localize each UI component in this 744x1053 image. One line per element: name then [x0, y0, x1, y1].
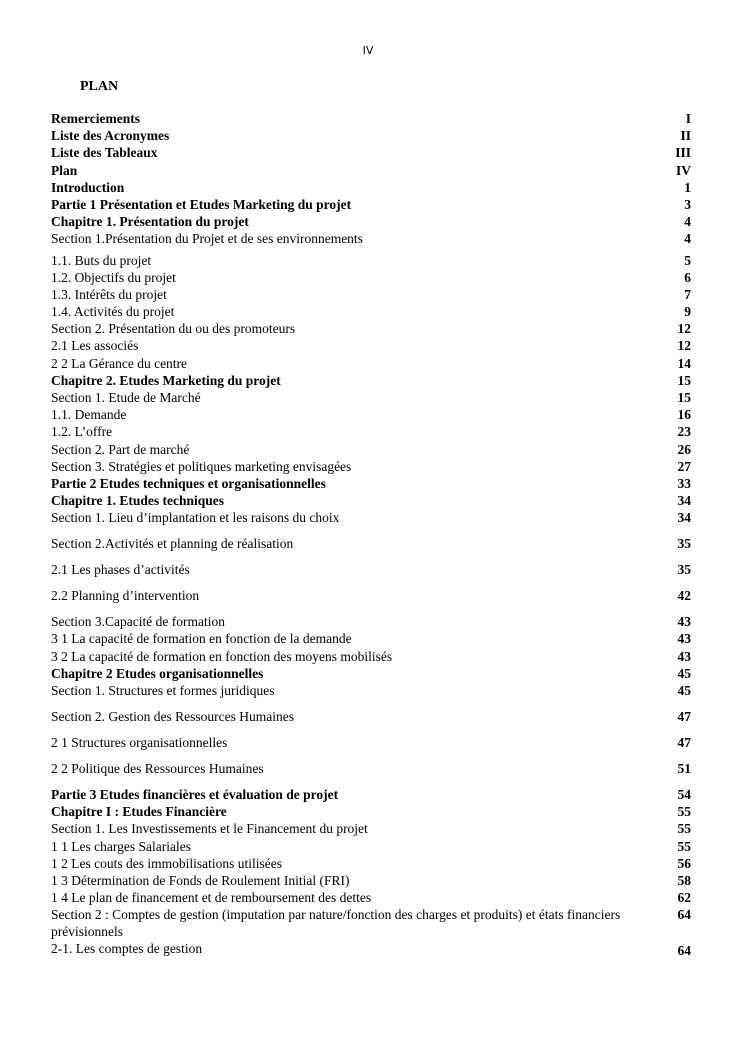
toc-entry-label: Section 1.Présentation du Projet et de ses environnements	[51, 231, 363, 247]
toc-entry-page: II	[680, 128, 691, 144]
toc-entry-page: 45	[677, 683, 691, 698]
toc-entry-page: 35	[677, 562, 691, 578]
toc-entry-page: 23	[677, 424, 691, 440]
toc-entry-page: 15	[677, 372, 691, 388]
toc-entry-label: Plan	[51, 162, 78, 178]
toc-entry-label: Liste des Tableaux	[51, 145, 158, 161]
toc-entry-label: Section 3. Stratégies et politiques marketing envisagées	[51, 458, 352, 474]
toc-entry-page: 12	[677, 338, 691, 354]
toc-entry-label: 1.3. Intérêts du projet	[51, 286, 167, 302]
toc-entry-label: 2 1 Structures organisationnelles	[51, 734, 228, 750]
toc-entry	[51, 230, 691, 247]
toc-entry	[51, 665, 691, 682]
toc-entry-page: 9	[684, 304, 691, 320]
toc-entry-page: 55	[677, 804, 691, 820]
toc-entry	[51, 389, 691, 406]
toc-entry-label: 3 2 La capacité de formation en fonction des moyens mobilisés	[51, 648, 393, 664]
toc-entry	[51, 320, 691, 337]
toc-entry-label: 2.2 Planning d’intervention	[51, 588, 200, 604]
toc-entry	[51, 144, 691, 161]
toc-entry	[51, 734, 691, 751]
toc-entry-label: 1.2. Objectifs du projet	[51, 269, 176, 285]
toc-entry-label: Chapitre 1. Présentation du projet	[51, 214, 249, 230]
toc-entry	[51, 630, 691, 647]
toc-entry	[51, 838, 691, 855]
toc-entry-label: Partie 1 Présentation et Etudes Marketing du projet	[51, 196, 352, 212]
toc-entry-label: Chapitre 1. Etudes techniques	[51, 493, 225, 509]
toc-entry	[51, 682, 691, 699]
toc-entry-page: IV	[675, 162, 691, 178]
toc-entry	[51, 372, 691, 389]
toc-entry	[51, 509, 691, 526]
page-number: IV	[362, 44, 374, 57]
toc-entry-label: Chapitre I : Etudes Financière	[51, 804, 227, 820]
toc-entry-page: 15	[677, 390, 691, 405]
toc-entry-label: Section 2. Présentation du ou des promoteurs	[51, 321, 296, 337]
table-of-contents	[51, 110, 691, 957]
toc-entry-page: 34	[677, 510, 691, 526]
toc-entry	[51, 423, 691, 440]
toc-entry-label: 1.1. Demande	[51, 407, 127, 423]
toc-entry-page: 56	[677, 855, 691, 871]
toc-entry-page: 42	[677, 588, 691, 604]
toc-entry-page: 3	[684, 196, 691, 212]
toc-entry	[51, 337, 691, 354]
toc-entry-label: 2 2 La Gérance du centre	[51, 355, 188, 371]
toc-entry-page: 43	[677, 614, 691, 630]
toc-entry-page: 43	[677, 631, 691, 647]
toc-entry	[51, 492, 691, 509]
toc-entry-page: 43	[677, 648, 691, 664]
toc-entry-page: I	[685, 111, 691, 126]
toc-entry	[51, 561, 691, 578]
toc-entry-page: 64	[677, 907, 691, 923]
toc-entry	[51, 196, 691, 213]
toc-entry	[51, 441, 691, 458]
toc-entry-label: Partie 3 Etudes financières et évaluation de projet	[51, 786, 339, 802]
toc-entry	[51, 535, 691, 552]
toc-entry-label: Chapitre 2. Etudes Marketing du projet	[51, 372, 281, 388]
toc-entry-page: 64	[677, 943, 691, 959]
toc-entry-page: 27	[677, 458, 691, 474]
toc-entry-label: 1 3 Détermination de Fonds de Roulement Initial (FRI)	[51, 872, 350, 888]
toc-entry-label: 1 2 Les couts des immobilisations utilisées	[51, 855, 282, 871]
toc-entry-page: 54	[677, 786, 691, 802]
toc-entry	[51, 110, 691, 127]
toc-entry-page: 7	[684, 286, 691, 302]
toc-entry-page: III	[675, 145, 691, 161]
toc-entry-label: 2 2 Politique des Ressources Humaines	[51, 760, 264, 776]
toc-entry-page: 62	[677, 890, 691, 906]
toc-entry-page: 55	[677, 838, 691, 854]
toc-entry	[51, 252, 691, 269]
toc-entry-page: 35	[677, 536, 691, 552]
toc-entry	[51, 355, 691, 372]
toc-entry	[51, 213, 691, 230]
toc-entry	[51, 127, 691, 144]
toc-entry-page: 4	[684, 214, 691, 230]
toc-entry-page: 6	[684, 269, 691, 285]
toc-entry-label: Section 1. Etude de Marché	[51, 390, 201, 405]
page-title: PLAN	[80, 79, 119, 94]
toc-entry-label: Introduction	[51, 179, 125, 195]
toc-entry-label: 1.4. Activités du projet	[51, 304, 175, 320]
toc-entry-label: 1.2. L’offre	[51, 424, 113, 440]
toc-entry-label: 3 1 La capacité de formation en fonction de la demande	[51, 631, 352, 647]
toc-entry	[51, 889, 691, 906]
toc-entry	[51, 587, 691, 604]
toc-entry-page: 33	[677, 475, 691, 491]
toc-entry-page: 14	[677, 355, 691, 371]
toc-entry-page: 34	[677, 493, 691, 509]
toc-entry-page: 1	[684, 179, 691, 195]
toc-entry-label: Section 2. Part de marché	[51, 441, 190, 457]
toc-entry-label: Chapitre 2 Etudes organisationnelles	[51, 665, 264, 681]
toc-entry	[51, 162, 691, 179]
toc-entry-label: Section 2. Gestion des Ressources Humaines	[51, 708, 294, 724]
toc-entry-label: 1.1. Buts du projet	[51, 252, 152, 268]
toc-entry-label: 2-1. Les comptes de gestion	[51, 941, 203, 957]
toc-entry	[51, 458, 691, 475]
toc-entry-page: 55	[677, 821, 691, 837]
toc-entry-page: 26	[677, 441, 691, 457]
toc-entry-label: Section 3.Capacité de formation	[51, 614, 225, 630]
toc-entry-page: 45	[677, 665, 691, 681]
toc-entry-label: Remerciements	[51, 111, 140, 126]
toc-entry	[51, 855, 691, 872]
toc-entry-page: 16	[677, 407, 691, 423]
toc-entry	[51, 786, 691, 803]
toc-entry	[51, 940, 691, 957]
toc-entry-page: 12	[677, 321, 691, 337]
toc-entry	[51, 269, 691, 286]
toc-entry-page: 51	[677, 760, 691, 776]
toc-entry-label: 2.1 Les phases d’activités	[51, 562, 190, 578]
toc-entry	[51, 820, 691, 837]
toc-entry	[51, 648, 691, 665]
toc-entry-label: Section 2 : Comptes de gestion (imputation par nature/fonction des charges et produits) et états financiers prévisionnels	[51, 907, 621, 940]
toc-entry-label: Section 1. Les Investissements et le Financement du projet	[51, 821, 368, 837]
toc-entry-page: 47	[677, 708, 691, 724]
toc-entry	[51, 286, 691, 303]
toc-entry-label: Partie 2 Etudes techniques et organisationnelles	[51, 475, 326, 491]
toc-entry	[51, 475, 691, 492]
toc-entry	[51, 760, 691, 777]
toc-entry-page: 5	[684, 252, 691, 268]
toc-entry	[51, 179, 691, 196]
toc-entry-label: Section 1. Lieu d’implantation et les raisons du choix	[51, 510, 340, 526]
toc-entry	[51, 303, 691, 320]
toc-entry-label: 1 4 Le plan de financement et de remboursement des dettes	[51, 890, 372, 906]
toc-entry	[51, 803, 691, 820]
toc-entry	[51, 872, 691, 889]
toc-entry	[51, 613, 691, 630]
toc-entry	[51, 406, 691, 423]
toc-entry-label: 1 1 Les charges Salariales	[51, 838, 191, 854]
toc-entry-label: 2.1 Les associés	[51, 338, 139, 354]
toc-entry-label: Section 1. Structures et formes juridiques	[51, 683, 275, 698]
toc-entry-page: 4	[684, 231, 691, 247]
toc-entry-page: 58	[677, 872, 691, 888]
toc-entry-label: Liste des Acronymes	[51, 128, 170, 144]
toc-entry	[51, 708, 691, 725]
toc-entry-label: Section 2.Activités et planning de réalisation	[51, 536, 294, 552]
toc-entry	[51, 906, 691, 940]
toc-entry-page: 47	[677, 734, 691, 750]
